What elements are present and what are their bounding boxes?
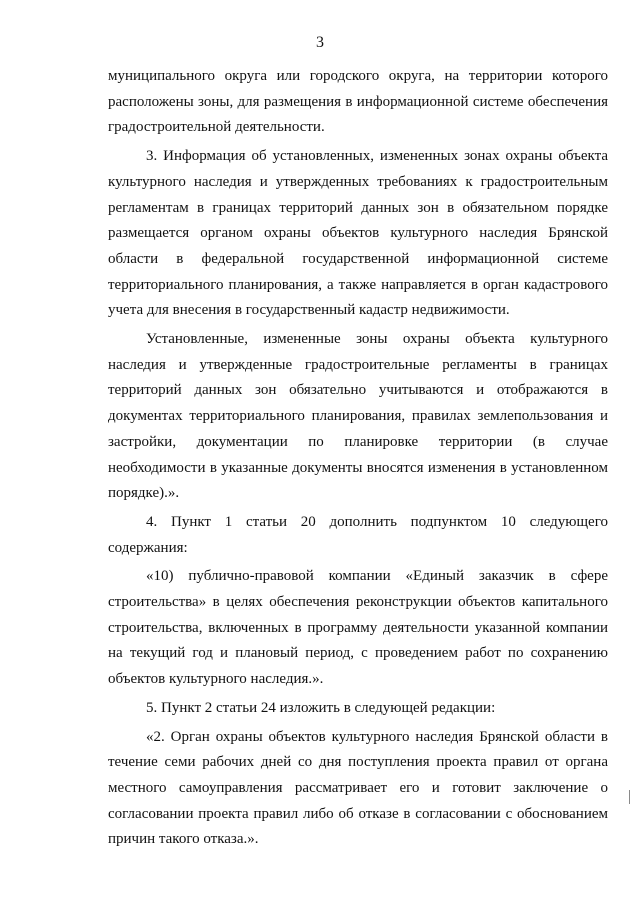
page-number: 3 [316,34,324,51]
paragraph-new-wording: «2. Орган охраны объектов культурного наследия Брянской области в течение семи рабочих дней со дня поступления проекта правил от органа местного самоуправления рассматривает его и готовит заключение о согласовании проекта правил либо об отказе в согласовании с обоснованием причин такого отказа.». [108,728,608,848]
paragraph-zones-accounting: Установленные, измененные зоны охраны объекта культурного наследия и утвержденные градостроительные регламенты в границах территорий данных зон обязательно учитываются и отображаются в документах территориального планирования, правилах землепользования и застройки, документации по планировке территории (в случае необходимости в указанные документы вносятся изменения в установленном порядке).». [108,331,608,502]
paragraph-item-5: 5. Пункт 2 статьи 24 изложить в следующей редакции: [146,699,496,716]
scan-margin-mark [629,790,630,804]
paragraph-subitem-10: «10) публично-правовой компании «Единый заказчик в сфере строительства» в целях обеспечения реконструкции объектов капитального строительства, включенных в программу деятельности указанной компании на текущий год и плановый период, с проведением работ по сохранению объектов культурного наследия.». [108,568,608,688]
paragraph-item-4: 4. Пункт 1 статьи 20 дополнить подпунктом 10 следующего содержания: [108,513,608,556]
document-body [108,64,608,856]
paragraph-item-3: 3. Информация об установленных, измененных зонах охраны объекта культурного наследия и утвержденных требованиях к градостроительным регламентам в границах территорий данных зон в обязательном порядке размещается органом охраны объектов культурного наследия Брянской области в федеральной государственной информационной системе территориального планирования, а также направляется в орган кадастрового учета для внесения в государственный кадастр недвижимости. [108,148,608,319]
paragraph-continuation: муниципального округа или городского округа, на территории которого расположены зоны, для размещения в информационной системе обеспечения градостроительной деятельности. [108,68,608,136]
